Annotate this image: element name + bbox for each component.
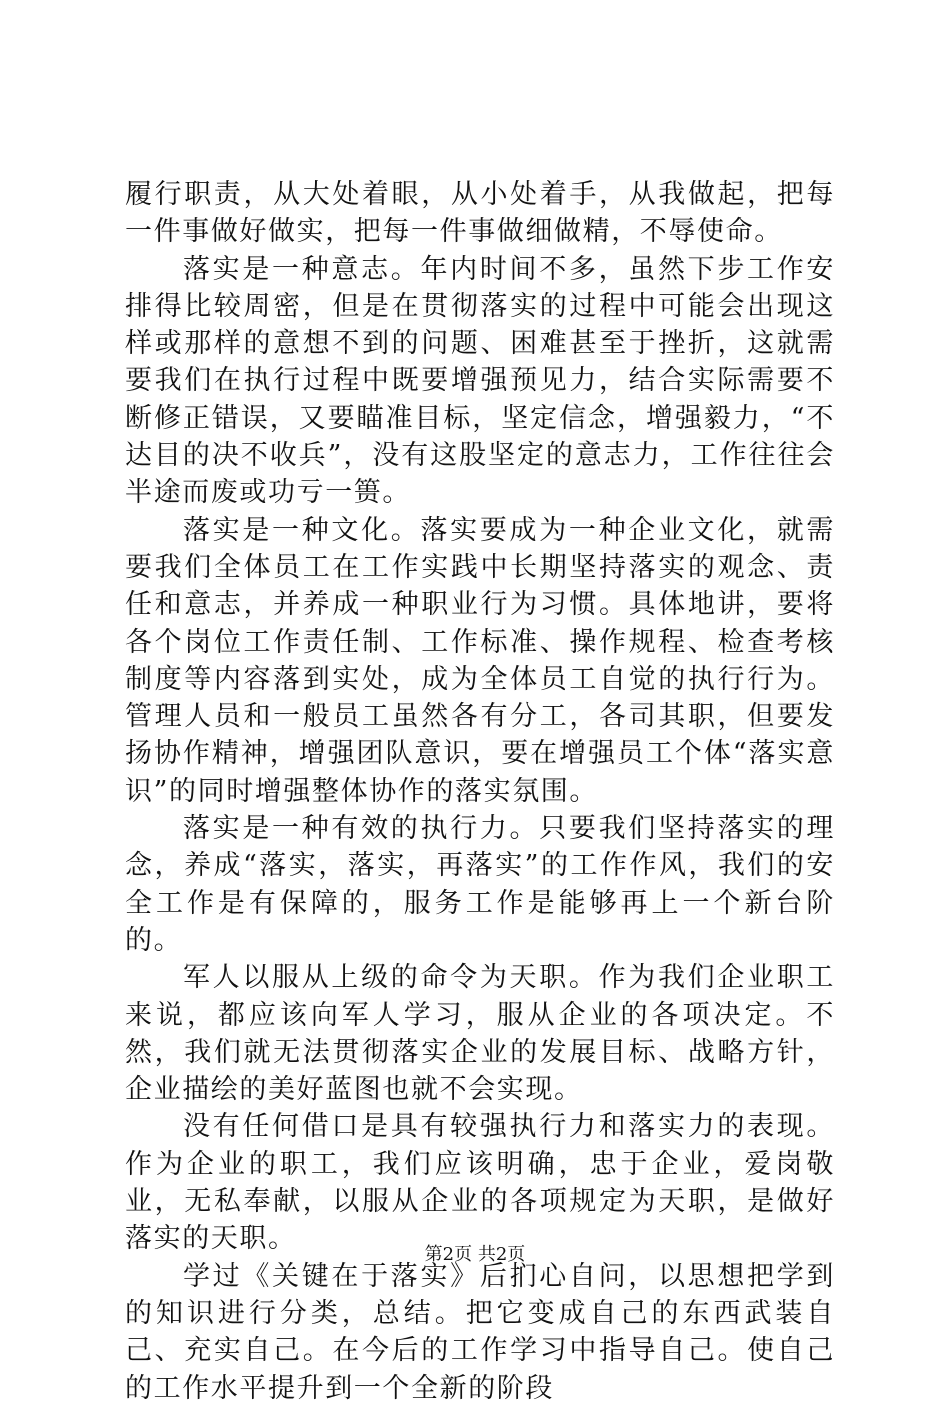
paragraph-soldier: 军人以服从上级的命令为天职。作为我们企业职工来说，都应该向军人学习，服从企业的各项决定。不然，我们就无法贯彻落实企业的发展目标、战略方针，企业描绘的美好蓝图也就不会实现。 bbox=[125, 962, 835, 1106]
paragraph-no-excuse: 没有任何借口是具有较强执行力和落实力的表现。作为企业的职工，我们应该明确，忠于企业，爱岗敬业，无私奉献，以服从企业的各项规定为天职，是做好落实的天职。 bbox=[125, 1111, 835, 1255]
paragraph-culture: 落实是一种文化。落实要成为一种企业文化，就需要我们全体员工在工作实践中长期坚持落实的观念、责任和意志，并养成一种职业行为习惯。具体地讲，要将各个岗位工作责任制、工作标准、操作规程、检查考核制度等内容落到实处，成为全体员工自觉的执行行为。管理人员和一般员工虽然各有分工，各司其职，但要发扬协作精神，增强团队意识，要在增强员工个体“落实意识”的同时增强整体协作的落实氛围。 bbox=[125, 514, 835, 807]
paragraph-conclusion: 学过《关键在于落实》后扪心自问，以思想把学到的知识进行分类，总结。把它变成自己的东西武装自己、充实自己。在今后的工作学习中指导自己。使自己的工作水平提升到一个全新的阶段 bbox=[125, 1260, 835, 1404]
page-footer bbox=[0, 1243, 950, 1267]
paragraph-will: 落实是一种意志。年内时间不多，虽然下步工作安排得比较周密，但是在贯彻落实的过程中可能会出现这样或那样的意想不到的问题、困难甚至于挫折，这就需要我们在执行过程中既要增强预见力，结合实际需要不断修正错误，又要瞄准目标，坚定信念，增强毅力，“不达目的决不收兵”，没有这股坚定的意志力，工作往往会半途而废或功亏一篑。 bbox=[125, 253, 835, 509]
page-number: 第2页 共2页 bbox=[424, 1244, 526, 1265]
body-text bbox=[125, 176, 835, 1407]
paragraph-execution: 落实是一种有效的执行力。只要我们坚持落实的理念，养成“落实，落实，再落实”的工作作风，我们的安全工作是有保障的，服务工作是能够再上一个新台阶的。 bbox=[125, 813, 835, 956]
paragraph-continuation: 履行职责，从大处着眼，从小处着手，从我做起，把每一件事做好做实，把每一件事做细做精，不辱使命。 bbox=[125, 179, 835, 248]
